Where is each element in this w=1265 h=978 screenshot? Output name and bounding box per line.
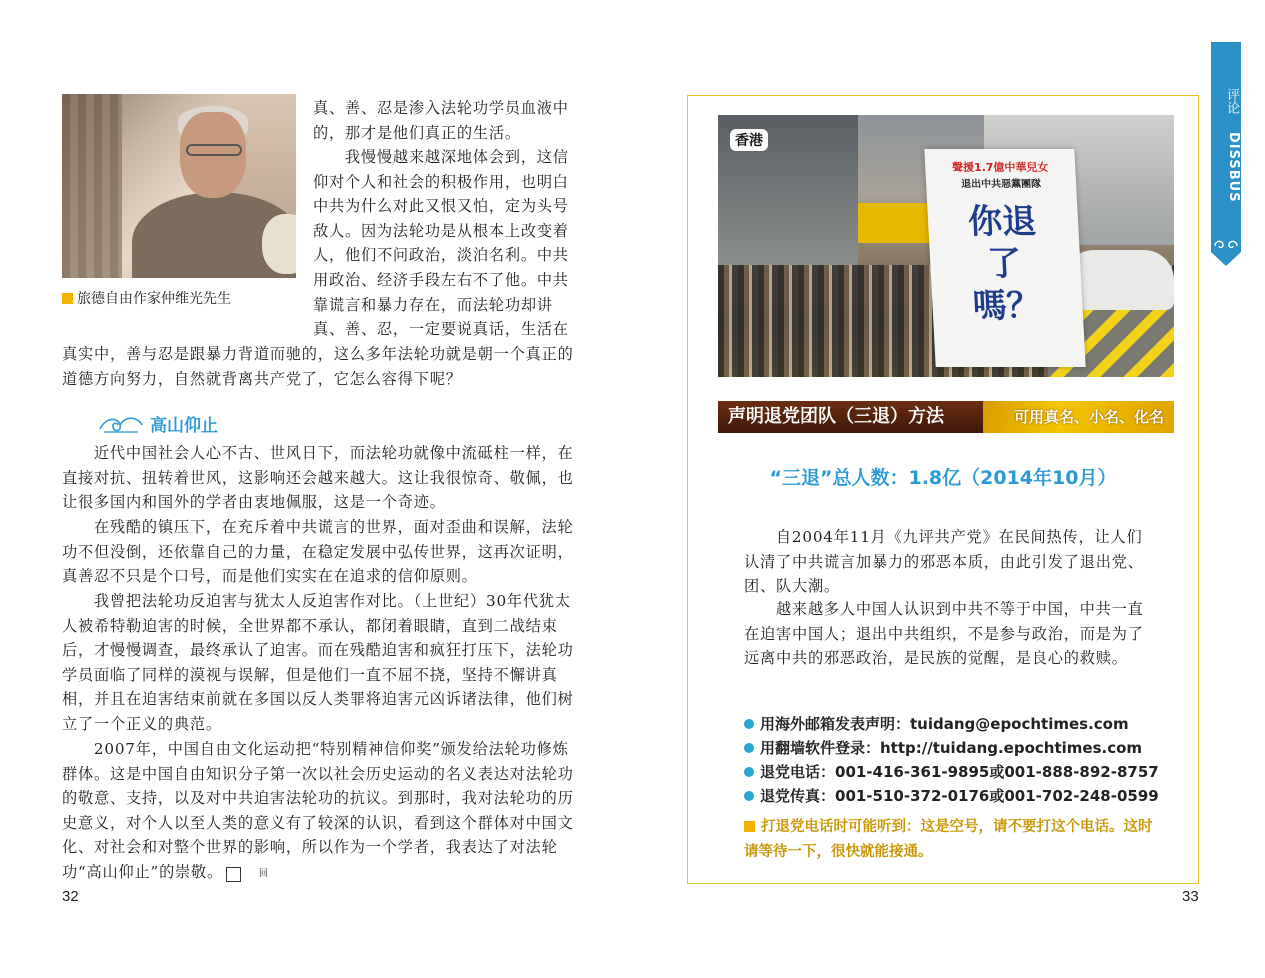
paragraph: 我慢慢越来越深地体会到，这信仰对个人和社会的积极作用，也明白中共为什么对此又恨又怕，定为头号敌人。因为法轮功是从根本上改变着人，他们不问政治，淡泊名利。中共用政治、经济手段左右不了他。中共靠谎言和暴力存在，而法轮功却讲真、善、忍，一定要说真话，生活在 — [313, 148, 569, 339]
end-mark-icon: 回 — [226, 867, 241, 882]
paragraph: 近代中国社会人心不古、世风日下，而法轮功就像中流砥柱一样，在直接对抗、扭转着世风，这影响还会越来越大。这让我很惊奇、敬佩，也让很多国内和国外的学者由衷地佩服，这是一个奇迹。 — [62, 444, 574, 512]
paragraph: 越来越多人中国人认识到中共不等于中国，中共一直在迫害中国人；退出中共组织，不是参与政治，而是为了远离中共的邪恶政治，是民族的觉醒，是良心的救赎。 — [744, 600, 1144, 668]
bullet-icon — [744, 719, 754, 729]
square-bullet-icon — [62, 293, 73, 304]
method-title-bar: 声明退党团队（三退）方法 可用真名、小名、化名 — [718, 401, 1174, 433]
page-number: 33 — [1182, 888, 1199, 905]
contact-fax: 退党传真：001-510-372-0176或001-702-248-0599 — [744, 785, 1159, 806]
paragraph: 在残酷的镇压下，在充斥着中共谎言的世界，面对歪曲和误解，法轮功不但没倒，还依靠自己的力量，在稳定发展中弘传世界，这再次证明，真善忍不只是个口号，而是他们实实在在追求的信仰原则。 — [62, 518, 574, 586]
right-page — [632, 0, 1265, 978]
cloud-swirl-icon — [98, 413, 144, 435]
bullet-icon — [744, 743, 754, 753]
phone-note: 打退党电话时可能听到：这是空号，请不要打这个电话。这时请等待一下，很快就能接通。 — [744, 819, 1153, 860]
author-photo — [62, 94, 296, 278]
contact-website: 用翻墙软件登录：http://tuidang.epochtimes.com — [744, 737, 1142, 758]
section-heading: 高山仰止 — [98, 411, 218, 436]
paragraph: 我曾把法轮功反迫害与犹太人反迫害作对比。（上世纪）30年代犹太人被希特勒迫害的时候，全世界都不承认，都闭着眼睛，直到二战结束后，才慢慢调查，最终承认了迫害。而在残酷迫害和疯狂打压下，法轮功学员面临了同样的漠视与误解，但是他们一直不屈不挠，坚持不懈讲真相，并且在迫害结束前就在多国以反人类罪将迫害元凶诉诸法律，他们树立了一个正义的典范。 — [62, 592, 574, 733]
bullet-icon — [744, 767, 754, 777]
photo-caption: 旅德自由作家仲维光先生 — [62, 288, 231, 308]
square-bullet-icon — [744, 821, 755, 832]
paragraph: 2007年，中国自由文化运动把“特别精神信仰奖”颁发给法轮功修炼群体。这是中国自由知识分子第一次以社会历史运动的名义表达对法轮功的敬意、支持，以及对中共迫害法轮功的抗议。到那时，我对法轮功的历史意义，对个人以至人类的意义有了较深的认识，看到这个群体对中国文化、对社会和对整个世界的影响，所以作为一个学者，我表达了对法轮功“高山仰止”的崇敬。 回 — [62, 740, 574, 881]
paragraph: 真实中，善与忍是跟暴力背道而驰的，这么多年法轮功就是朝一个真正的道德方向努力，自然就背离共产党了，它怎么容得下呢？ — [62, 345, 574, 388]
parade-banner: 聲援1.7億中華兒女 退出中共惡黨團隊 你退了嗎？ — [924, 149, 1085, 367]
quit-count-stat: “三退”总人数：1.8亿（2014年10月） — [769, 467, 1117, 489]
bullet-icon — [744, 791, 754, 801]
left-page — [0, 0, 632, 978]
page-number: 32 — [62, 888, 79, 905]
paragraph: 自2004年11月《九评共产党》在民间热传，让人们认清了中共谎言加暴力的邪恶本质，由此引发了退出党、团、队大潮。 — [744, 528, 1144, 596]
section-side-tab: 评论 DISSBUS — [1211, 42, 1241, 242]
contact-phone: 退党电话：001-416-361-9895或001-888-892-8757 — [744, 761, 1159, 782]
parade-photo — [718, 115, 1174, 377]
paragraph: 真、善、忍是渗入法轮功学员血液中的，那才是他们真正的生活。 — [313, 99, 569, 142]
contact-email: 用海外邮箱发表声明：tuidang@epochtimes.com — [744, 713, 1129, 734]
location-label: 香港 — [730, 129, 768, 151]
tab-swirl-icon — [1211, 238, 1241, 266]
